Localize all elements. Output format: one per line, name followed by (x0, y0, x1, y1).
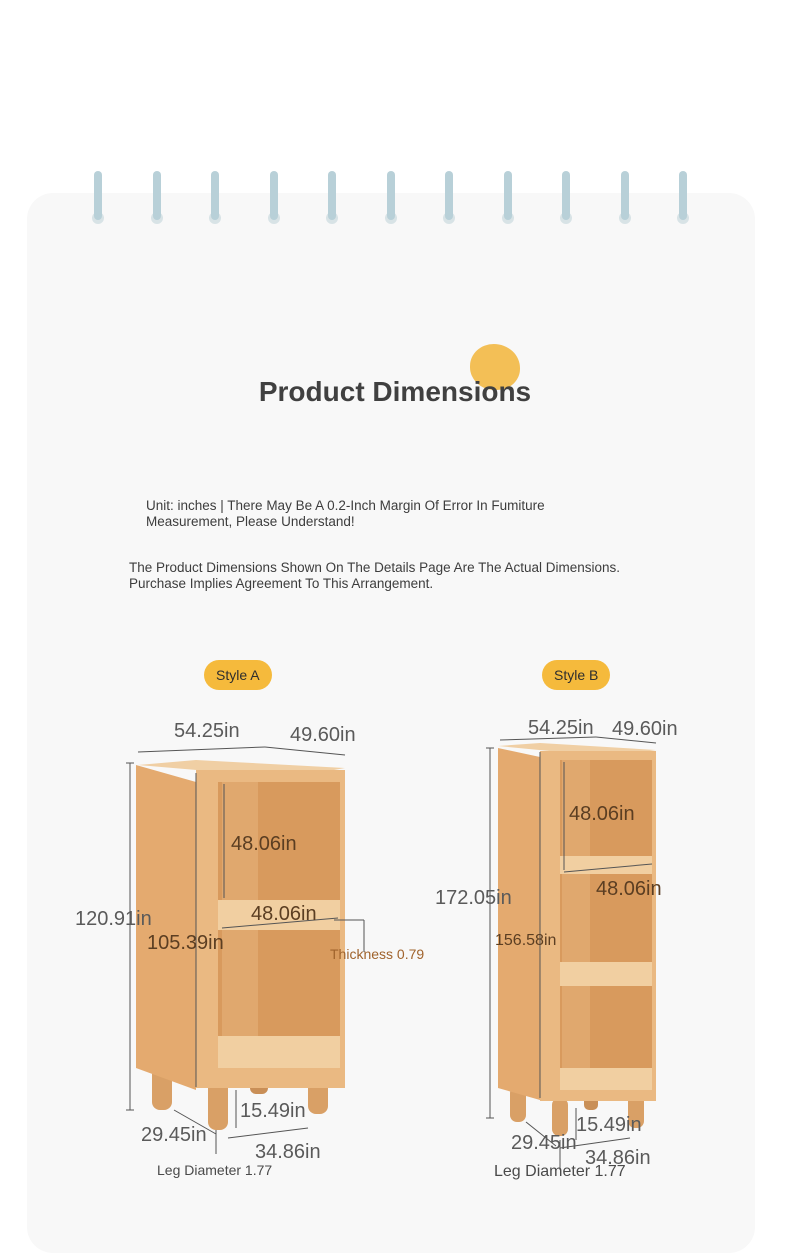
style-a-depth: 49.60in (290, 724, 356, 746)
style-b-leg-depth: 29.45in (511, 1132, 577, 1154)
style-a-compartment-height: 48.06in (231, 833, 297, 855)
style-a-leg-diameter: Leg Diameter 1.77 (157, 1162, 273, 1178)
style-a-badge: Style A (204, 660, 272, 690)
style-b-badge: Style B (542, 660, 610, 690)
style-a-thickness: Thickness 0.79 (330, 946, 425, 962)
style-b-inner-height: 156.58in (495, 932, 557, 949)
style-b-leg-height: 15.49in (576, 1114, 642, 1136)
style-b-leg-width: 34.86in (585, 1147, 651, 1169)
style-b-leg-diameter: Leg Diameter 1.77 (494, 1163, 626, 1180)
unit-note: Unit: inches | There May Be A 0.2-Inch Margin Of Error In Fumiture Measurement, Please Understand! (146, 498, 545, 529)
style-a-inner-height: 105.39in (147, 932, 224, 954)
page-title: Product Dimensions (258, 376, 532, 407)
style-a-leg-height: 15.49in (240, 1100, 306, 1122)
style-a-leg-width: 34.86in (255, 1141, 321, 1163)
agreement-note: The Product Dimensions Shown On The Details Page Are The Actual Dimensions. Purchase Implies Agreement To This Arrangement. (129, 560, 621, 591)
style-a-height: 120.91in (75, 908, 152, 930)
style-a-compartment-width: 48.06in (251, 903, 317, 925)
style-b-compartment-height-1: 48.06in (569, 803, 635, 825)
style-b-compartment-height-2: 48.06in (596, 878, 662, 900)
style-a-width: 54.25in (174, 720, 240, 742)
style-b-height: 172.05in (435, 887, 512, 909)
style-a-leg-depth: 29.45in (141, 1124, 207, 1146)
style-b-width: 54.25in (528, 717, 594, 739)
style-b-depth: 49.60in (612, 718, 678, 740)
